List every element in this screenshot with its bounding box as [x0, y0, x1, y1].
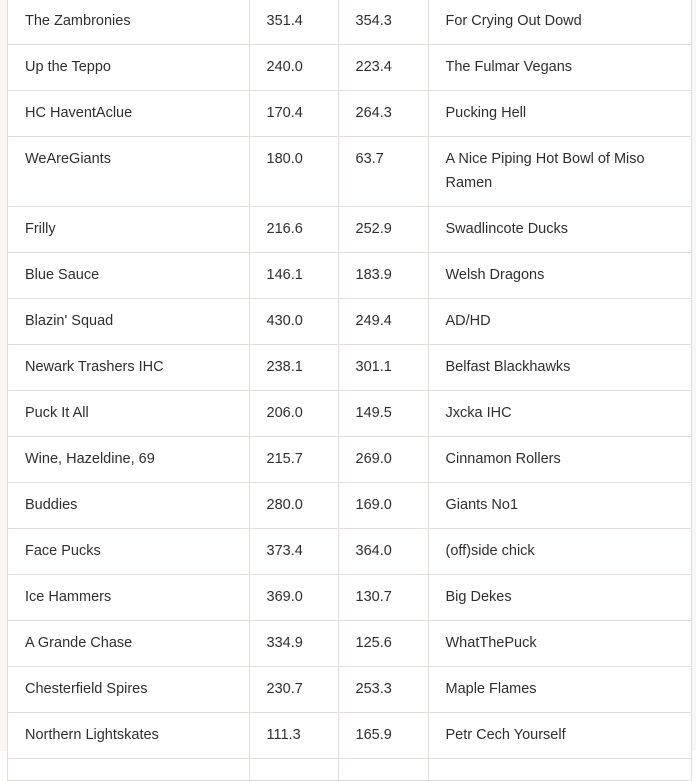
score-b-cell: 364.0 [338, 529, 428, 575]
table-row [8, 345, 691, 391]
score-b-cell: 165.9 [338, 713, 428, 759]
opponent-cell: AD/HD [428, 299, 691, 345]
score-a-cell: 206.0 [249, 391, 338, 437]
team-cell [8, 759, 249, 781]
score-a-cell: 238.1 [249, 345, 338, 391]
score-b-cell: 249.4 [338, 299, 428, 345]
team-cell: Blazin' Squad [8, 299, 249, 345]
score-a-cell: 215.7 [249, 437, 338, 483]
score-b-cell [338, 759, 428, 781]
table-row [8, 483, 691, 529]
opponent-cell: Swadlincote Ducks [428, 207, 691, 253]
score-a-cell: 240.0 [249, 45, 338, 91]
score-b-cell: 183.9 [338, 253, 428, 299]
score-a-cell: 111.3 [249, 713, 338, 759]
score-b-cell: 63.7 [338, 137, 428, 207]
team-cell: Buddies [8, 483, 249, 529]
score-b-cell: 169.0 [338, 483, 428, 529]
team-cell: A Grande Chase [8, 621, 249, 667]
score-a-cell: 146.1 [249, 253, 338, 299]
opponent-cell [428, 759, 691, 781]
opponent-cell: Petr Cech Yourself [428, 713, 691, 759]
score-a-cell: 170.4 [249, 91, 338, 137]
score-b-cell: 269.0 [338, 437, 428, 483]
score-a-cell: 230.7 [249, 667, 338, 713]
score-b-cell: 252.9 [338, 207, 428, 253]
score-a-cell: 430.0 [249, 299, 338, 345]
table-row [8, 253, 691, 299]
team-cell: Frilly [8, 207, 249, 253]
opponent-cell: Big Dekes [428, 575, 691, 621]
score-a-cell: 216.6 [249, 207, 338, 253]
opponent-cell: Belfast Blackhawks [428, 345, 691, 391]
opponent-cell: A Nice Piping Hot Bowl of Miso Ramen [428, 137, 691, 207]
table-row [8, 667, 691, 713]
table-row [8, 713, 691, 759]
score-a-cell: 280.0 [249, 483, 338, 529]
table-row [8, 759, 691, 781]
score-b-cell: 125.6 [338, 621, 428, 667]
score-a-cell: 351.4 [249, 0, 338, 45]
opponent-cell: Maple Flames [428, 667, 691, 713]
table-row [8, 137, 691, 207]
opponent-cell: Cinnamon Rollers [428, 437, 691, 483]
team-cell: HC HaventAclue [8, 91, 249, 137]
table-row [8, 621, 691, 667]
score-b-cell: 253.3 [338, 667, 428, 713]
opponent-cell: (off)side chick [428, 529, 691, 575]
table-row [8, 391, 691, 437]
opponent-cell: The Fulmar Vegans [428, 45, 691, 91]
opponent-cell: WhatThePuck [428, 621, 691, 667]
table-row [8, 207, 691, 253]
team-cell: Northern Lightskates [8, 713, 249, 759]
table-row [8, 0, 691, 45]
team-cell: Chesterfield Spires [8, 667, 249, 713]
team-cell: Wine, Hazeldine, 69 [8, 437, 249, 483]
score-b-cell: 264.3 [338, 91, 428, 137]
team-cell: Ice Hammers [8, 575, 249, 621]
score-b-cell: 149.5 [338, 391, 428, 437]
team-cell: WeAreGiants [8, 137, 249, 207]
table-row [8, 437, 691, 483]
results-table [8, 0, 691, 781]
score-a-cell: 180.0 [249, 137, 338, 207]
team-cell: Blue Sauce [8, 253, 249, 299]
team-cell: The Zambronies [8, 0, 249, 45]
team-cell: Puck It All [8, 391, 249, 437]
opponent-cell: For Crying Out Dowd [428, 0, 691, 45]
score-a-cell: 373.4 [249, 529, 338, 575]
table-row [8, 575, 691, 621]
team-cell: Face Pucks [8, 529, 249, 575]
score-b-cell: 130.7 [338, 575, 428, 621]
results-table-body [8, 0, 691, 781]
score-b-cell: 223.4 [338, 45, 428, 91]
table-row [8, 45, 691, 91]
score-b-cell: 354.3 [338, 0, 428, 45]
score-b-cell: 301.1 [338, 345, 428, 391]
score-a-cell: 334.9 [249, 621, 338, 667]
score-a-cell: 369.0 [249, 575, 338, 621]
results-table-container [7, 0, 692, 781]
opponent-cell: Welsh Dragons [428, 253, 691, 299]
table-row [8, 529, 691, 575]
score-a-cell [249, 759, 338, 781]
opponent-cell: Pucking Hell [428, 91, 691, 137]
team-cell: Up the Teppo [8, 45, 249, 91]
opponent-cell: Giants No1 [428, 483, 691, 529]
team-cell: Newark Trashers IHC [8, 345, 249, 391]
table-row [8, 299, 691, 345]
opponent-cell: Jxcka IHC [428, 391, 691, 437]
table-row [8, 91, 691, 137]
